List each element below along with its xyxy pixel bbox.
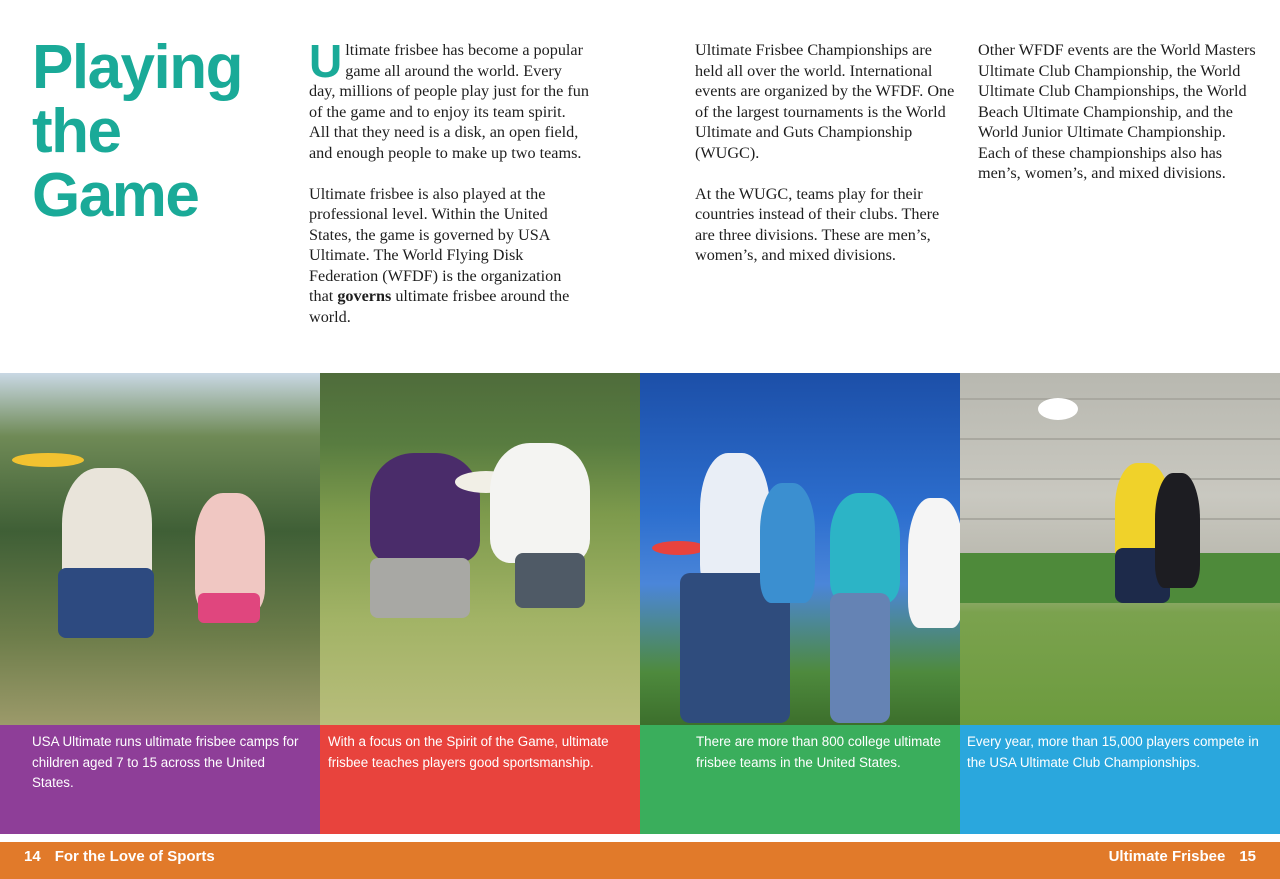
other-events-paragraph: Other WFDF events are the World Masters Ultimate Club Championship, the World Ultimate Club Championships, the World Beach Ultimate Championship, and the World Junior Ultimate Championship. Each of these championships also has men’s, women’s, and mixed divisions. (978, 41, 1256, 182)
photo-strip (0, 373, 1280, 725)
caption-camps: USA Ultimate runs ultimate frisbee camps for children aged 7 to 15 across the United States. (0, 725, 320, 834)
footer-left (24, 842, 215, 872)
page-title-line-2: the Game (32, 97, 199, 230)
photo-club-championship (960, 373, 1280, 725)
chapter-title: Ultimate Frisbee (1108, 848, 1226, 865)
book-title: For the Love of Sports (54, 848, 215, 865)
caption-club-championships: Every year, more than 15,000 players compete in the USA Ultimate Club Championships. (960, 725, 1280, 834)
drop-cap: U (309, 35, 343, 87)
page-title-line-1: Playing (32, 33, 243, 102)
photo-college-players (640, 373, 960, 725)
governance-paragraph (309, 184, 589, 328)
intro-paragraph (309, 35, 589, 163)
left-page-number: 14 (24, 848, 41, 865)
photo-teen-players (320, 373, 640, 725)
governance-text-start: Ultimate frisbee is also played at the professional level. Within the United States, the game is governed by USA Ultimate. The World Flying Disk Federation (WFDF) is the organization that (309, 184, 562, 305)
page-title (32, 33, 292, 230)
caption-spirit-of-the-game: With a focus on the Spirit of the Game, ultimate frisbee teaches players good sportsmanship. (320, 725, 640, 834)
page-footer (0, 842, 1280, 879)
caption-strip (0, 725, 1280, 834)
photo-children-playing (0, 373, 320, 725)
frisbee-disc-icon (1038, 398, 1078, 420)
wugc-paragraph: At the WUGC, teams play for their countries instead of their clubs. There are three divisions. These are men’s, women’s, and mixed divisions. (695, 184, 940, 264)
caption-college-teams: There are more than 800 college ultimate frisbee teams in the United States. (640, 725, 960, 834)
text-column-1 (309, 35, 589, 348)
right-page-number: 15 (1239, 848, 1256, 865)
text-column-3 (978, 40, 1258, 204)
championships-paragraph: Ultimate Frisbee Championships are held all over the world. International events are organized by the WFDF. One of the largest tournaments is the World Ultimate and Guts Championship (WUGC). (695, 41, 955, 162)
text-column-2 (695, 40, 955, 286)
glossary-term-governs: governs (337, 287, 392, 305)
frisbee-disc-icon (12, 453, 84, 467)
intro-paragraph-text: ltimate frisbee has become a popular game all around the world. Every day, millions of people play just for the fun of the game and to enjoy its team spirit. All that they need is a disk, an open field, and enough people to make up two teams. (309, 41, 589, 162)
governance-text-end: ultimate frisbee around the world. (309, 287, 570, 326)
footer-right (1109, 842, 1256, 872)
frisbee-disc-icon (652, 541, 706, 555)
